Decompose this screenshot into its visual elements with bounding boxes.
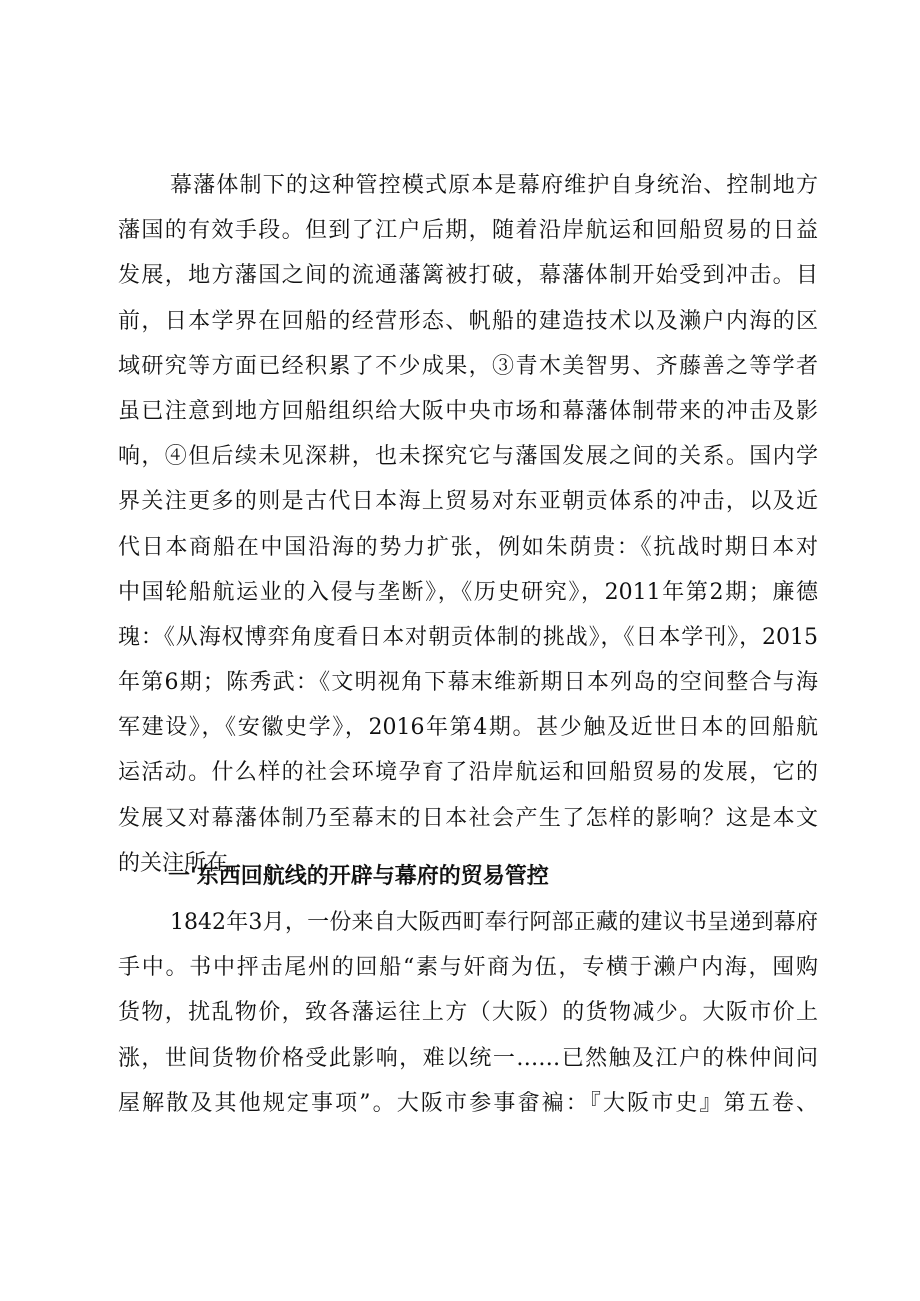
section-heading: 一'东西回航线的开辟与幕府的贸易管控 [168, 864, 549, 889]
paragraph-line: 发展又对幕藩体制乃至幕末的日本社会产生了怎样的影响？这是本文 [118, 805, 818, 831]
paragraph-line: 中国轮船航运业的入侵与垄断》，《历史研究》，2011年第2期；廉德 [118, 579, 818, 605]
paragraph-line: 虽已注意到地方回船组织给大阪中央市场和幕藩体制带来的冲击及影 [118, 398, 818, 424]
paragraph-line: 界关注更多的则是古代日本海上贸易对东亚朝贡体系的冲击，以及近 [118, 489, 818, 515]
paragraph-line: 响，④但后续未见深耕，也未探究它与藩国发展之间的关系。国内学 [118, 444, 818, 470]
paragraph-line: 涨，世间货物价格受此影响，难以统一……已然触及江户的株仲间问 [118, 1045, 818, 1071]
paragraph-line: 域研究等方面已经积累了不少成果，③青木美智男、齐藤善之等学者 [118, 353, 818, 379]
paragraph-line: 发展，地方藩国之间的流通藩篱被打破，幕藩体制开始受到冲击。目 [118, 263, 818, 289]
paragraph-line: 幕藩体制下的这种管控模式原本是幕府维护自身统治、控制地方 [170, 173, 818, 198]
paragraph-line: 前，日本学界在回船的经营形态、帆船的建造技术以及濑户内海的区 [118, 308, 818, 334]
paragraph-line: 年第6期；陈秀武：《文明视角下幕末维新期日本列岛的空间整合与海 [118, 670, 818, 696]
paragraph-line: 的关注所在。 [118, 850, 251, 876]
paragraph-line: 代日本商船在中国沿海的势力扩张，例如朱荫贵：《抗战时期日本对 [118, 534, 818, 560]
body-paragraph-2 [118, 900, 818, 1126]
paragraph-line: 1842年3月，一份来自大阪西町奉行阿部正藏的建议书呈递到幕府 [170, 910, 818, 935]
paragraph-line: 军建设》，《安徽史学》，2016年第4期。甚少触及近世日本的回船航 [118, 715, 818, 741]
paragraph-line: 运活动。什么样的社会环境孕育了沿岸航运和回船贸易的发展，它的 [118, 760, 818, 786]
body-paragraph-1 [118, 163, 818, 886]
paragraph-line: 藩国的有效手段。但到了江户后期，随着沿岸航运和回船贸易的日益 [118, 218, 818, 244]
paragraph-line: 屋解散及其他规定事项”。大阪市参事畲褊：『大阪市史』第五卷、 [118, 1090, 818, 1116]
paragraph-line: 手中。书中抨击尾州的回船“素与奸商为伍，专横于濑户内海，囤购 [118, 955, 818, 981]
paragraph-line: 货物，扰乱物价，致各藩运往上方（大阪）的货物减少。大阪市价上 [118, 1000, 818, 1026]
paragraph-line: 瑰：《从海权博弈角度看日本对朝贡体制的挑战》，《日本学刊》，2015 [118, 624, 818, 650]
